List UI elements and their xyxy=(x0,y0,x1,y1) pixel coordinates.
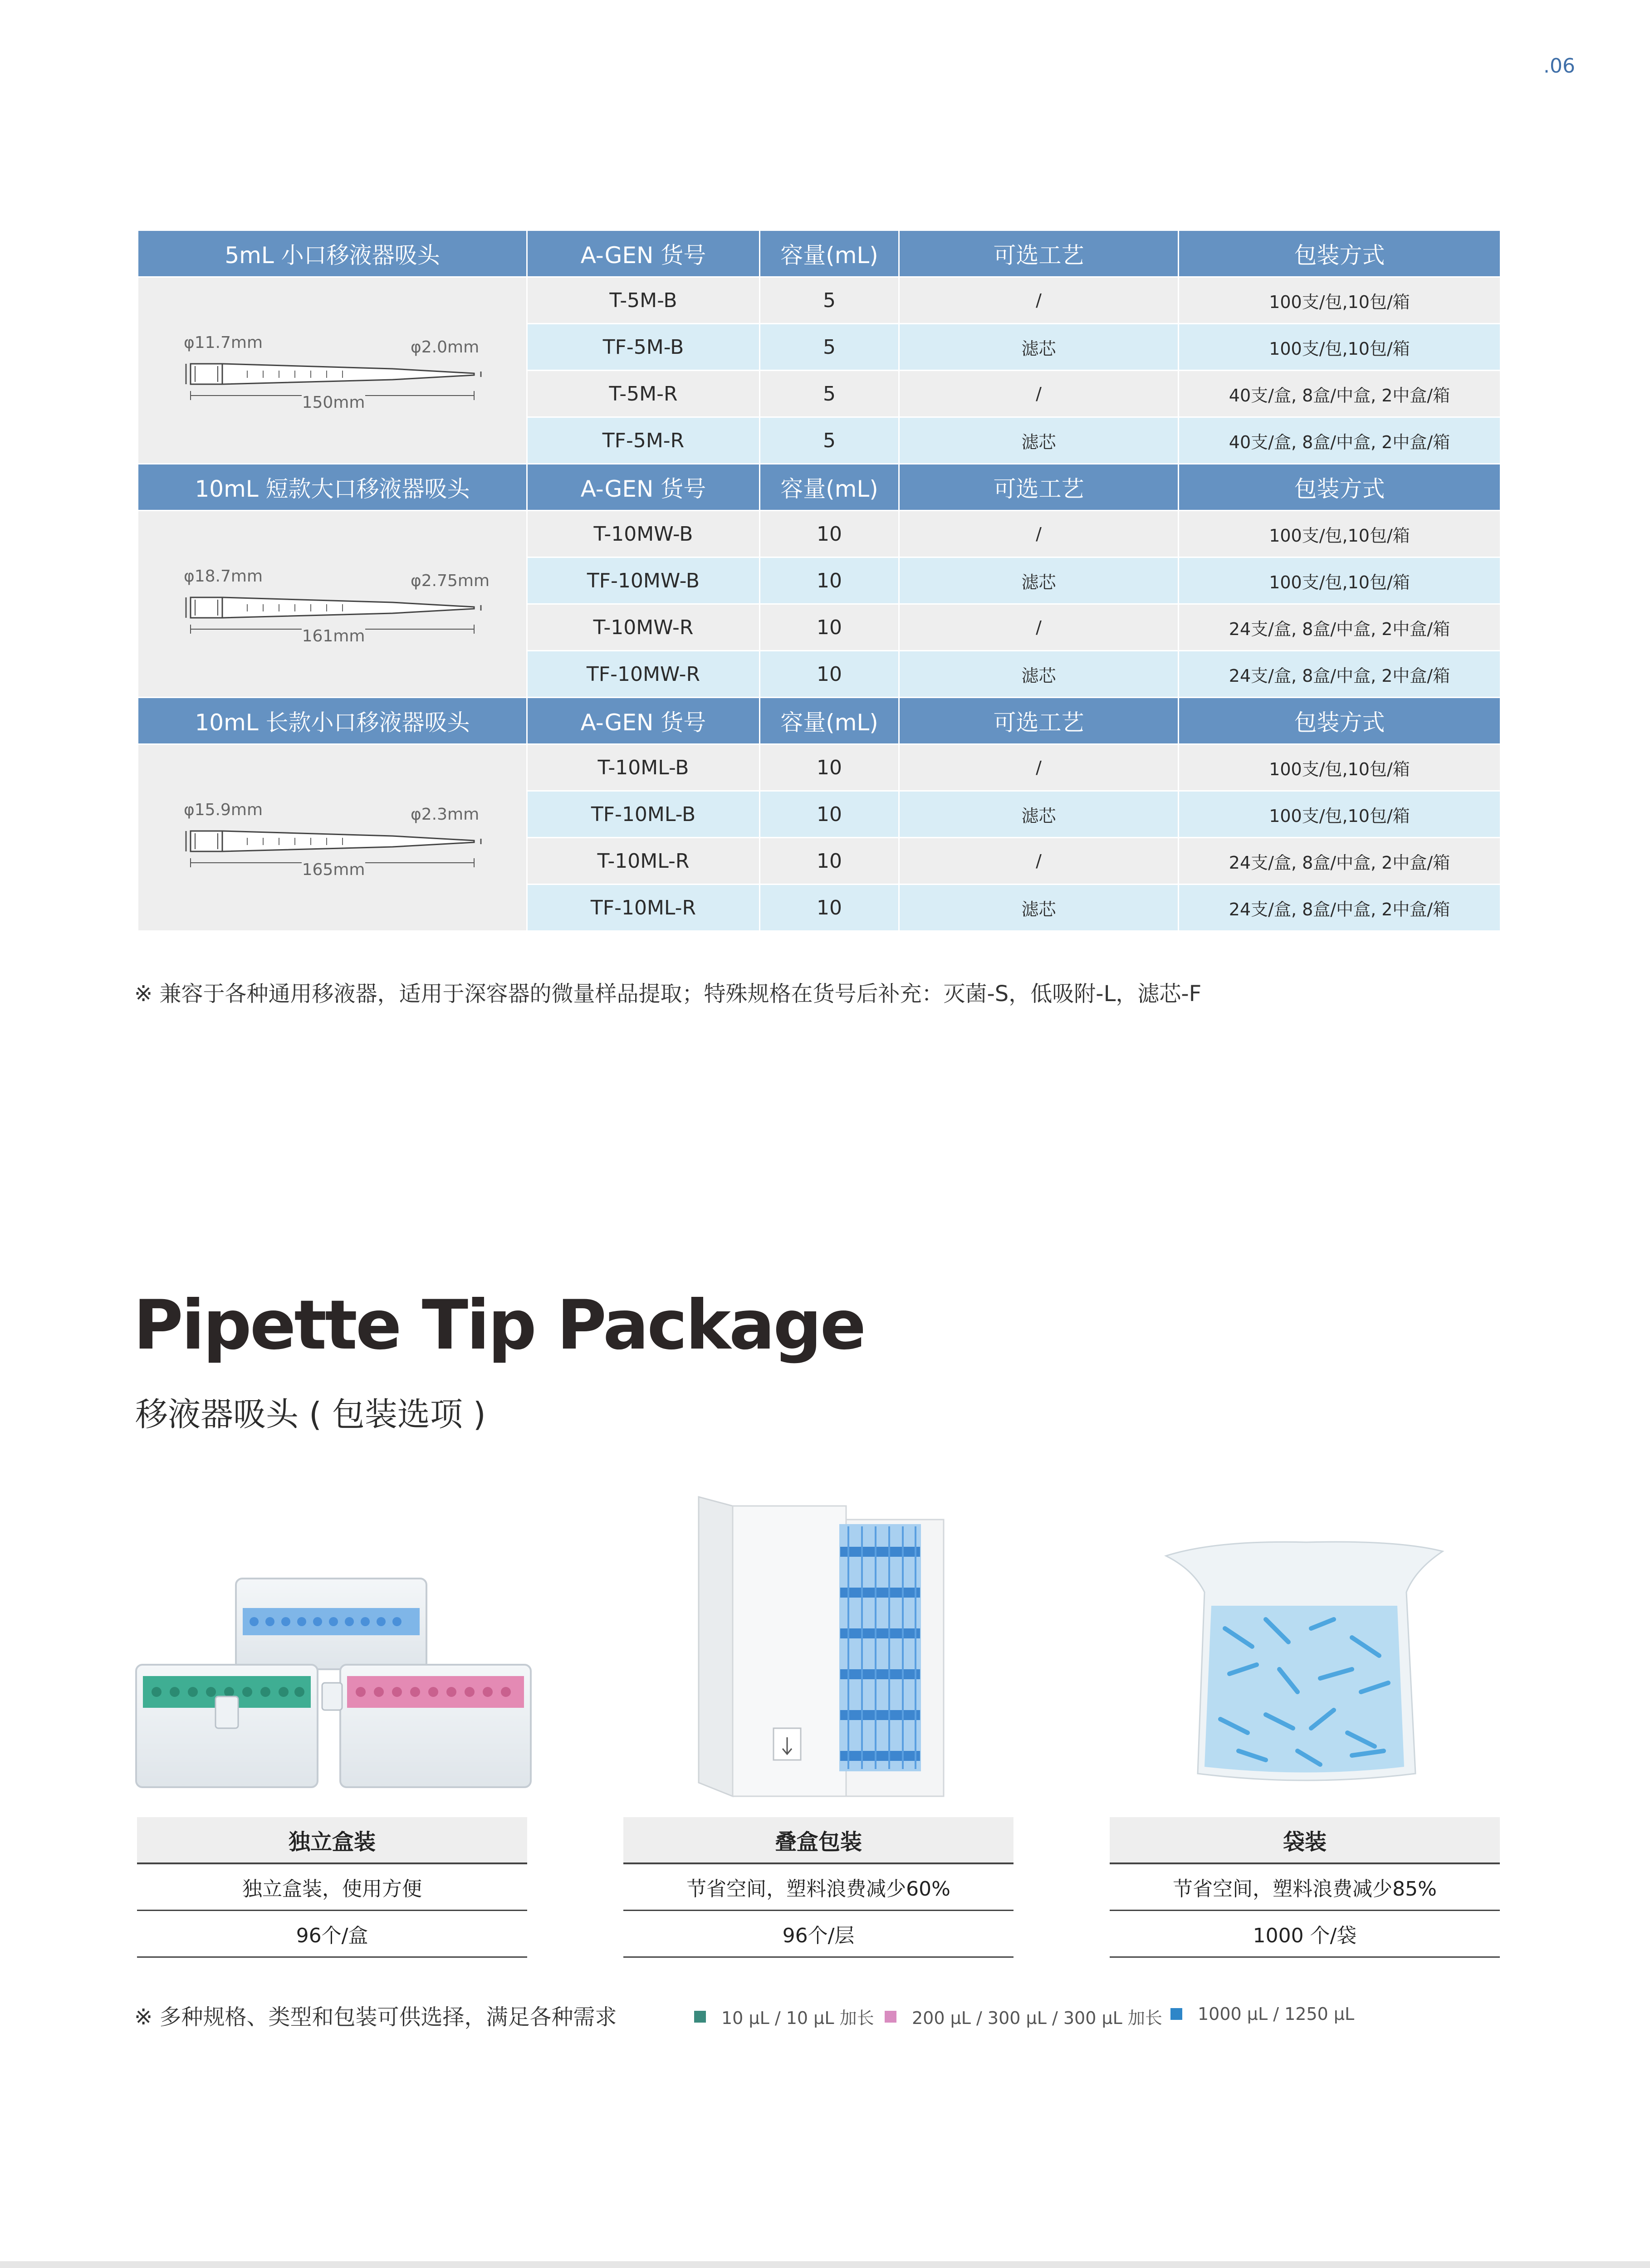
packing-cell: 100支/包,10包/箱 xyxy=(1179,791,1501,838)
process-cell: 滤芯 xyxy=(899,651,1179,698)
legend-item-200ul xyxy=(885,2004,1162,2029)
code-cell: TF-10ML-R xyxy=(527,885,760,931)
process-cell: / xyxy=(899,604,1179,651)
legend-item-10ul xyxy=(694,2004,874,2029)
capacity-cell: 10 xyxy=(760,744,899,791)
package-option-qty: 1000 个/袋 xyxy=(1110,1911,1500,1958)
process-cell: 滤芯 xyxy=(899,791,1179,838)
package-option-name: 叠盒包装 xyxy=(623,1817,1014,1864)
page-number: .06 xyxy=(1543,54,1575,78)
tip-diameter-label: φ2.75mm xyxy=(411,571,490,590)
top-diameter-label: φ11.7mm xyxy=(184,333,263,352)
tip-diagram xyxy=(138,277,527,464)
packing-cell: 100支/包,10包/箱 xyxy=(1179,511,1501,557)
bottom-rule xyxy=(0,2261,1650,2268)
packing-cell: 24支/盒, 8盒/中盒, 2中盒/箱 xyxy=(1179,838,1501,885)
capacity-cell: 5 xyxy=(760,417,899,464)
spec-group-header xyxy=(138,698,1501,744)
packing-cell: 100支/包,10包/箱 xyxy=(1179,277,1501,324)
length-label: 165mm xyxy=(302,860,365,879)
package-option-independent-box xyxy=(137,1817,527,1958)
capacity-cell: 10 xyxy=(760,557,899,604)
capacity-cell: 10 xyxy=(760,511,899,557)
spec-table xyxy=(137,230,1501,932)
table-row xyxy=(138,277,1501,324)
capacity-cell: 10 xyxy=(760,604,899,651)
spec-group-title: 5mL 小口移液器吸头 xyxy=(138,230,527,277)
package-option-name: 独立盒装 xyxy=(137,1817,527,1864)
packing-cell: 100支/包,10包/箱 xyxy=(1179,557,1501,604)
code-cell: TF-10MW-B xyxy=(527,557,760,604)
process-cell: / xyxy=(899,277,1179,324)
spec-group-title: 10mL 短款大口移液器吸头 xyxy=(138,464,527,511)
package-option-stacked-box xyxy=(623,1817,1014,1958)
legend-label: 200 μL / 300 μL / 300 μL 加长 xyxy=(912,2008,1162,2028)
col-capacity-header: 容量(mL) xyxy=(760,464,899,511)
package-option-name: 袋装 xyxy=(1110,1817,1500,1864)
bag-image xyxy=(1161,1538,1447,1792)
capacity-cell: 5 xyxy=(760,277,899,324)
capacity-cell: 5 xyxy=(760,371,899,417)
package-option-qty: 96个/盒 xyxy=(137,1911,527,1958)
col-packing-header: 包装方式 xyxy=(1179,464,1501,511)
package-option-desc: 节省空间，塑料浪费减少60% xyxy=(623,1864,1014,1911)
col-process-header: 可选工艺 xyxy=(899,464,1179,511)
code-cell: TF-5M-R xyxy=(527,417,760,464)
capacity-cell: 5 xyxy=(760,324,899,371)
col-capacity-header: 容量(mL) xyxy=(760,698,899,744)
process-cell: / xyxy=(899,511,1179,557)
code-cell: T-10MW-R xyxy=(527,604,760,651)
packing-cell: 24支/盒, 8盒/中盒, 2中盒/箱 xyxy=(1179,651,1501,698)
col-capacity-header: 容量(mL) xyxy=(760,230,899,277)
code-cell: T-5M-R xyxy=(527,371,760,417)
package-title: Pipette Tip Package xyxy=(133,1286,865,1365)
packing-cell: 24支/盒, 8盒/中盒, 2中盒/箱 xyxy=(1179,604,1501,651)
legend-swatch xyxy=(694,2011,706,2023)
legend-label: 10 μL / 10 μL 加长 xyxy=(721,2008,874,2028)
process-cell: 滤芯 xyxy=(899,324,1179,371)
package-option-desc: 节省空间，塑料浪费减少85% xyxy=(1110,1864,1500,1911)
col-code-header: A-GEN 货号 xyxy=(527,698,760,744)
process-cell: 滤芯 xyxy=(899,557,1179,604)
code-cell: TF-10MW-R xyxy=(527,651,760,698)
spec-group-header xyxy=(138,464,1501,511)
top-diameter-label: φ18.7mm xyxy=(184,567,263,586)
col-packing-header: 包装方式 xyxy=(1179,698,1501,744)
col-packing-header: 包装方式 xyxy=(1179,230,1501,277)
legend-swatch xyxy=(885,2011,896,2023)
packing-cell: 40支/盒, 8盒/中盒, 2中盒/箱 xyxy=(1179,417,1501,464)
refill-stack-image xyxy=(694,1492,948,1799)
code-cell: TF-10ML-B xyxy=(527,791,760,838)
legend-item-1000ul xyxy=(1170,2004,1354,2024)
top-diameter-label: φ15.9mm xyxy=(184,800,263,819)
col-process-header: 可选工艺 xyxy=(899,230,1179,277)
legend-label: 1000 μL / 1250 μL xyxy=(1198,2004,1355,2024)
length-label: 150mm xyxy=(302,393,365,412)
process-cell: / xyxy=(899,744,1179,791)
process-cell: 滤芯 xyxy=(899,885,1179,931)
length-label: 161mm xyxy=(302,626,365,645)
col-process-header: 可选工艺 xyxy=(899,698,1179,744)
code-cell: T-5M-B xyxy=(527,277,760,324)
packing-cell: 100支/包,10包/箱 xyxy=(1179,324,1501,371)
capacity-cell: 10 xyxy=(760,885,899,931)
tip-diagram xyxy=(138,511,527,698)
capacity-cell: 10 xyxy=(760,791,899,838)
code-cell: T-10ML-R xyxy=(527,838,760,885)
code-cell: T-10MW-B xyxy=(527,511,760,557)
capacity-cell: 10 xyxy=(760,838,899,885)
capacity-cell: 10 xyxy=(760,651,899,698)
code-cell: T-10ML-B xyxy=(527,744,760,791)
spec-group-title: 10mL 长款小口移液器吸头 xyxy=(138,698,527,744)
tip-diameter-label: φ2.0mm xyxy=(411,337,480,357)
process-cell: 滤芯 xyxy=(899,417,1179,464)
spec-group-header xyxy=(138,230,1501,277)
table-row xyxy=(138,744,1501,791)
package-footnote: ※ 多种规格、类型和包装可供选择，满足各种需求 xyxy=(134,2004,617,2030)
process-cell: / xyxy=(899,838,1179,885)
table-row xyxy=(138,511,1501,557)
spec-note: ※ 兼容于各种通用移液器，适用于深容器的微量样品提取；特殊规格在货号后补充：灭菌-S，低吸附-L，滤芯-F xyxy=(134,981,1202,1007)
packing-cell: 24支/盒, 8盒/中盒, 2中盒/箱 xyxy=(1179,885,1501,931)
package-option-bag xyxy=(1110,1817,1500,1958)
tip-diameter-label: φ2.3mm xyxy=(411,805,480,824)
package-subtitle: 移液器吸头 ( 包装选项 ) xyxy=(135,1395,486,1433)
packing-cell: 40支/盒, 8盒/中盒, 2中盒/箱 xyxy=(1179,371,1501,417)
package-option-desc: 独立盒装，使用方便 xyxy=(137,1864,527,1911)
col-code-header: A-GEN 货号 xyxy=(527,464,760,511)
legend-swatch xyxy=(1170,2008,1182,2020)
tip-diagram xyxy=(138,744,527,931)
col-code-header: A-GEN 货号 xyxy=(527,230,760,277)
tip-box-image xyxy=(132,1560,535,1792)
package-option-qty: 96个/层 xyxy=(623,1911,1014,1958)
process-cell: / xyxy=(899,371,1179,417)
packing-cell: 100支/包,10包/箱 xyxy=(1179,744,1501,791)
code-cell: TF-5M-B xyxy=(527,324,760,371)
